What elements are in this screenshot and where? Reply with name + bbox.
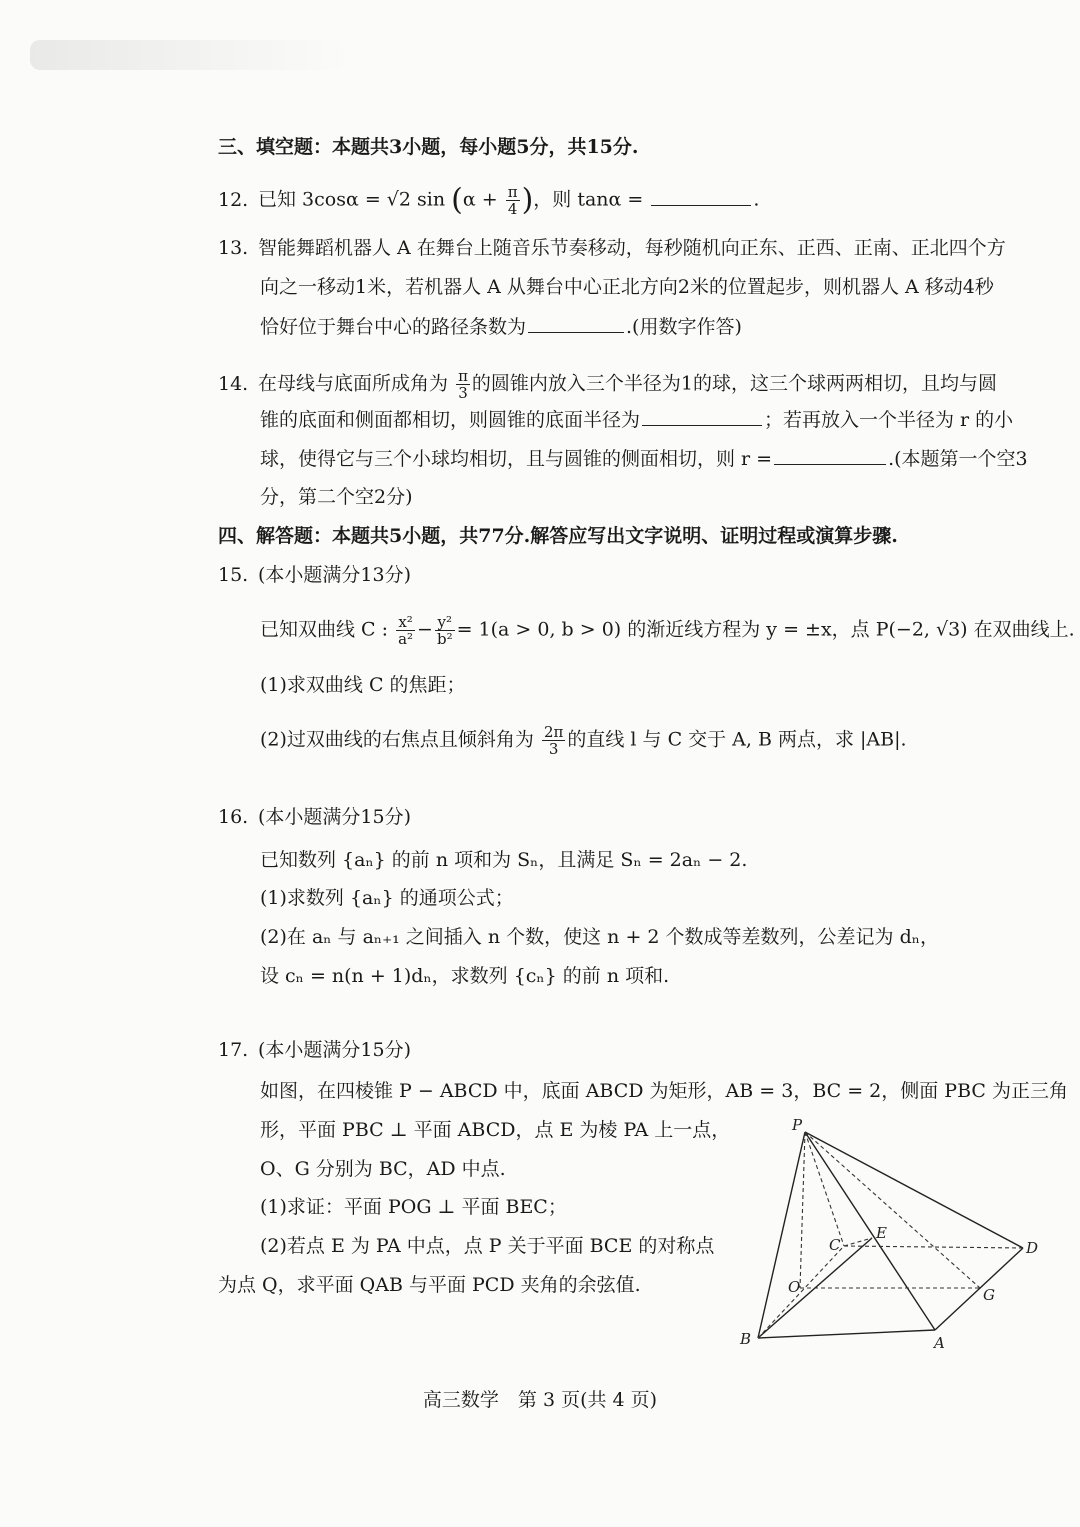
q14-number: 14.: [218, 372, 249, 395]
q12-paren-open: (: [451, 182, 463, 218]
q15-fraction-x: [396, 614, 415, 647]
q15-f2-den: b²: [436, 630, 453, 648]
q17-score: (本小题满分15分): [258, 1039, 412, 1061]
question-14-line2: [260, 407, 1013, 432]
question-15-part2: [260, 724, 907, 757]
q14-frac-num: π: [458, 367, 468, 385]
q15-part2b: 的直线 l 与 C 交于 A, B 两点，求 |AB|.: [567, 728, 907, 751]
edge-ba: [758, 1330, 935, 1338]
section3-heading: 三、填空题：本题共3小题，每小题5分，共15分.: [218, 136, 639, 158]
q13-number: 13.: [218, 237, 249, 259]
q14-text-line1a: 在母线与底面所成角为: [258, 372, 449, 395]
q15-f3-num: 2π: [543, 723, 564, 741]
q12-post: ，则 tanα =: [533, 188, 644, 211]
q12-paren-close: ): [521, 182, 534, 218]
q15-score: (本小题满分13分): [258, 564, 412, 586]
q15-fraction-y: [435, 614, 455, 647]
q13-text-line3a: 恰好位于舞台中心的路径条数为: [260, 316, 527, 338]
label-p: P: [792, 1116, 803, 1134]
label-g: G: [983, 1286, 995, 1304]
q14-text-line3b: .(本题第一个空3: [888, 448, 1028, 470]
q14-text-line3a: 球，使得它与三个小球均相切，且与圆锥的侧面相切，则 r =: [260, 448, 773, 470]
question-12: [218, 184, 759, 217]
q15-intro-b: = 1(a > 0, b > 0) 的渐近线方程为 y = ±x，点 P(−2, √3) 在双曲线上.: [456, 618, 1075, 641]
label-c: C: [829, 1236, 841, 1254]
q17-line1: 如图，在四棱锥 P − ABCD 中，底面 ABCD 为矩形，AB = 3，BC = 2，侧面 PBC 为正三角: [260, 1080, 1068, 1102]
q15-f3-den: 3: [548, 740, 559, 758]
q13-text-line3b: .(用数字作答): [626, 316, 742, 338]
q12-number: 12.: [218, 188, 249, 211]
q17-part2a: (2)若点 E 为 PA 中点，点 P 关于平面 BCE 的对称点: [260, 1235, 715, 1257]
q14-text-line4: 分，第二个空2分): [260, 486, 413, 508]
q15-part1: (1)求双曲线 C 的焦距；: [260, 674, 466, 696]
q14-text-line1b: 的圆锥内放入三个半径为1的球，这三个球两两相切，且均与圆: [471, 372, 998, 395]
page-footer: 高三数学 第 3 页(共 4 页): [422, 1389, 658, 1411]
q17-line2: 形，平面 PBC ⊥ 平面 ABCD，点 E 为棱 PA 上一点，: [260, 1119, 731, 1141]
q12-frac-den: 4: [507, 200, 518, 218]
q16-part2b: 设 cₙ = n(n + 1)dₙ，求数列 {cₙ} 的前 n 项和.: [260, 965, 670, 987]
q17-number: 17.: [218, 1039, 249, 1061]
q16-part2a: (2)在 aₙ 与 aₙ₊₁ 之间插入 n 个数，使这 n + 2 个数成等差数列，公差记为 dₙ，: [260, 926, 939, 948]
q16-part1: (1)求数列 {aₙ} 的通项公式；: [260, 887, 514, 909]
question-16-header: [218, 805, 411, 829]
q15-f1-den: a²: [398, 630, 414, 648]
q14-frac-den: 3: [458, 384, 468, 402]
label-o: O: [788, 1278, 801, 1296]
label-a: A: [934, 1334, 945, 1352]
q12-answer-blank: [651, 187, 751, 206]
label-d: D: [1026, 1239, 1039, 1257]
q17-part2b: 为点 Q，求平面 QAB 与平面 PCD 夹角的余弦值.: [218, 1274, 641, 1296]
q16-score: (本小题满分15分): [258, 806, 412, 828]
q15-part2a: (2)过双曲线的右焦点且倾斜角为: [260, 728, 534, 751]
q13-text-line2: 向之一移动1米，若机器人 A 从舞台中心正北方向2米的位置起步，则机器人 A 移动4秒: [260, 276, 994, 298]
q16-number: 16.: [218, 806, 249, 828]
q14-text-line2b: ；若再放入一个半径为 r 的小: [764, 409, 1014, 431]
q15-fraction-angle: [542, 724, 565, 757]
edge-po: [800, 1132, 805, 1288]
q12-end: .: [753, 188, 760, 211]
scan-smudge: [30, 40, 350, 70]
q17-part1: (1)求证：平面 POG ⊥ 平面 BEC；: [260, 1196, 567, 1218]
question-14-line1: [218, 368, 997, 401]
question-15-header: [218, 563, 411, 587]
label-b: B: [740, 1330, 752, 1348]
q17-line3: O、G 分别为 BC，AD 中点.: [260, 1158, 506, 1180]
q14-text-line2a: 锥的底面和侧面都相切，则圆锥的底面半径为: [260, 409, 641, 431]
q12-frac-num: π: [507, 183, 518, 201]
q12-alpha: α +: [462, 188, 498, 211]
q14-fraction: [456, 368, 470, 401]
edge-pd: [805, 1132, 1023, 1248]
label-e: E: [876, 1224, 887, 1242]
q15-f2-num: y²: [435, 614, 455, 631]
question-13-line3: [260, 314, 742, 339]
q15-f1-num: x²: [396, 614, 415, 631]
pyramid-figure: [730, 1110, 1050, 1355]
q14-answer-blank-1: [642, 407, 762, 426]
q12-pre: 已知 3cosα = √2 sin: [258, 188, 446, 211]
q15-intro-a: 已知双曲线 C :: [260, 618, 389, 641]
question-17-header: [218, 1038, 411, 1062]
q13-answer-blank: [528, 314, 624, 333]
q13-text-line1: 智能舞蹈机器人 A 在舞台上随音乐节奏移动，每秒随机向正东、正西、正南、正北四个方: [258, 237, 1006, 259]
q15-number: 15.: [218, 564, 249, 586]
q16-intro: 已知数列 {aₙ} 的前 n 项和为 Sₙ，且满足 Sₙ = 2aₙ − 2.: [260, 849, 748, 871]
section4-heading: 四、解答题：本题共5小题，共77分.解答应写出文字说明、证明过程或演算步骤.: [218, 525, 898, 547]
edge-pb: [758, 1132, 805, 1338]
q15-minus: −: [417, 618, 433, 641]
question-14-line3: [260, 446, 1028, 471]
q12-fraction: [506, 184, 520, 217]
q14-answer-blank-2: [774, 446, 886, 465]
question-13-line1: [218, 236, 1006, 260]
question-15-intro: [260, 614, 1075, 647]
